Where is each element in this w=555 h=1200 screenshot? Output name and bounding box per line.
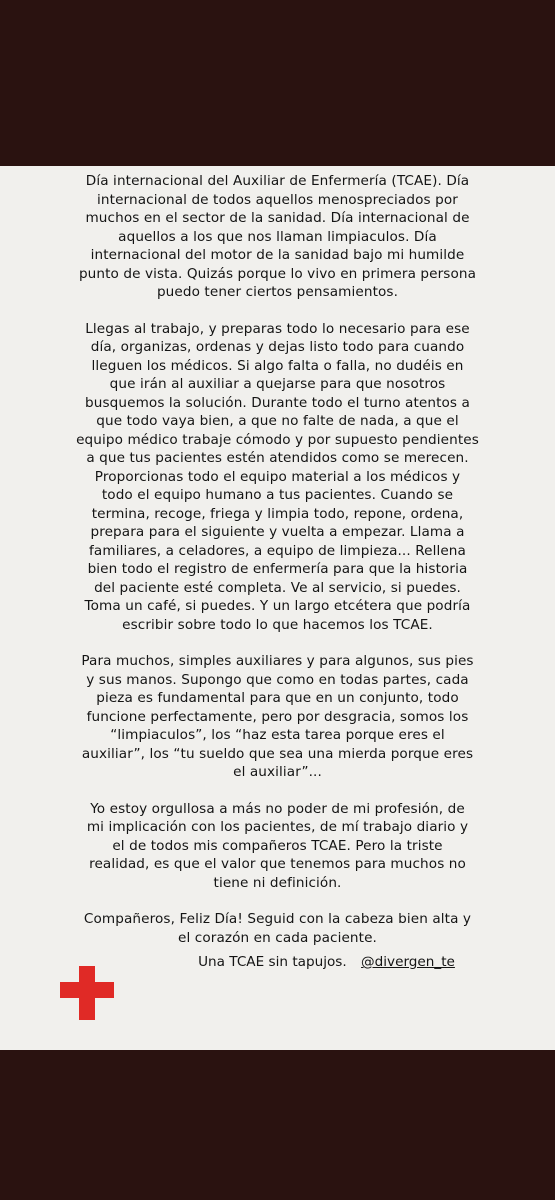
- signature-name: Una TCAE sin tapujos.: [198, 954, 347, 970]
- red-cross-icon: [60, 966, 114, 1020]
- story-text: [36, 172, 519, 963]
- signature-handle-link[interactable]: @divergen_te: [361, 954, 455, 970]
- paragraph-pride: Yo estoy orgullosa a más no poder de mi profesión, de mi implicación con los pacientes, de mí trabajo diario y el de todos mis compañeros TCAE. Pero la triste realidad, es que el valor que tenemos para muchos no tiene ni definición.: [86, 800, 469, 891]
- paragraph-workday: Llegas al trabajo, y preparas todo lo necesario para ese día, organizas, ordenas y dejas listo todo para cuando lleguen los médicos. Si algo falta o falla, no dudéis en que irán al auxiliar a quejarse para que nosotros busquemos la solución. Durante todo el turno atentos a que todo vaya bien, a que no falte de nada, a que el equipo médico trabaje cómodo y por supuesto pendientes a que tus pacientes estén atendidos como se merecen. Proporcionas todo el equipo material a los médicos y todo el equipo humano a tus pacientes. Cuando se termina, recoge, friega y limpia todo, repone, ordena, prepara para el siguiente y vuelta a empezar. Llama a familiares, a celadores, a equipo de limpieza... Rellena bien todo el registro de enfermería para que la historia del paciente esté completa. Ve al servicio, si puedes. Toma un café, si puedes. Y un largo etcétera que podría escribir sobre todo lo que hacemos los TCAE.: [76, 320, 479, 633]
- story-text-card: [0, 166, 555, 1050]
- paragraph-closing: Compañeros, Feliz Día! Seguid con la cabeza bien alta y el corazón en cada paciente.: [83, 911, 472, 946]
- top-dark-band: [0, 0, 555, 166]
- bottom-dark-band: [0, 1050, 555, 1200]
- paragraph-labels: Para muchos, simples auxiliares y para algunos, sus pies y sus manos. Supongo que como en todas partes, cada pieza es fundamental para que en un conjunto, todo funcione perfectamente, pero por desgracia, somos los “limpiaculos”, los “haz esta tarea porque eres el auxiliar”, los “tu sueldo que sea una mierda porque eres el auxiliar”...: [81, 653, 474, 780]
- paragraph-intro: Día internacional del Auxiliar de Enfermería (TCAE). Día internacional de todos aquellos menospreciados por muchos en el sector de la sanidad. Día internacional de aquellos a los que nos llaman limpiaculos. Día internacional del motor de la sanidad bajo mi humilde punto de vista. Quizás porque lo vivo en primera persona puedo tener ciertos pensamientos.: [78, 173, 477, 300]
